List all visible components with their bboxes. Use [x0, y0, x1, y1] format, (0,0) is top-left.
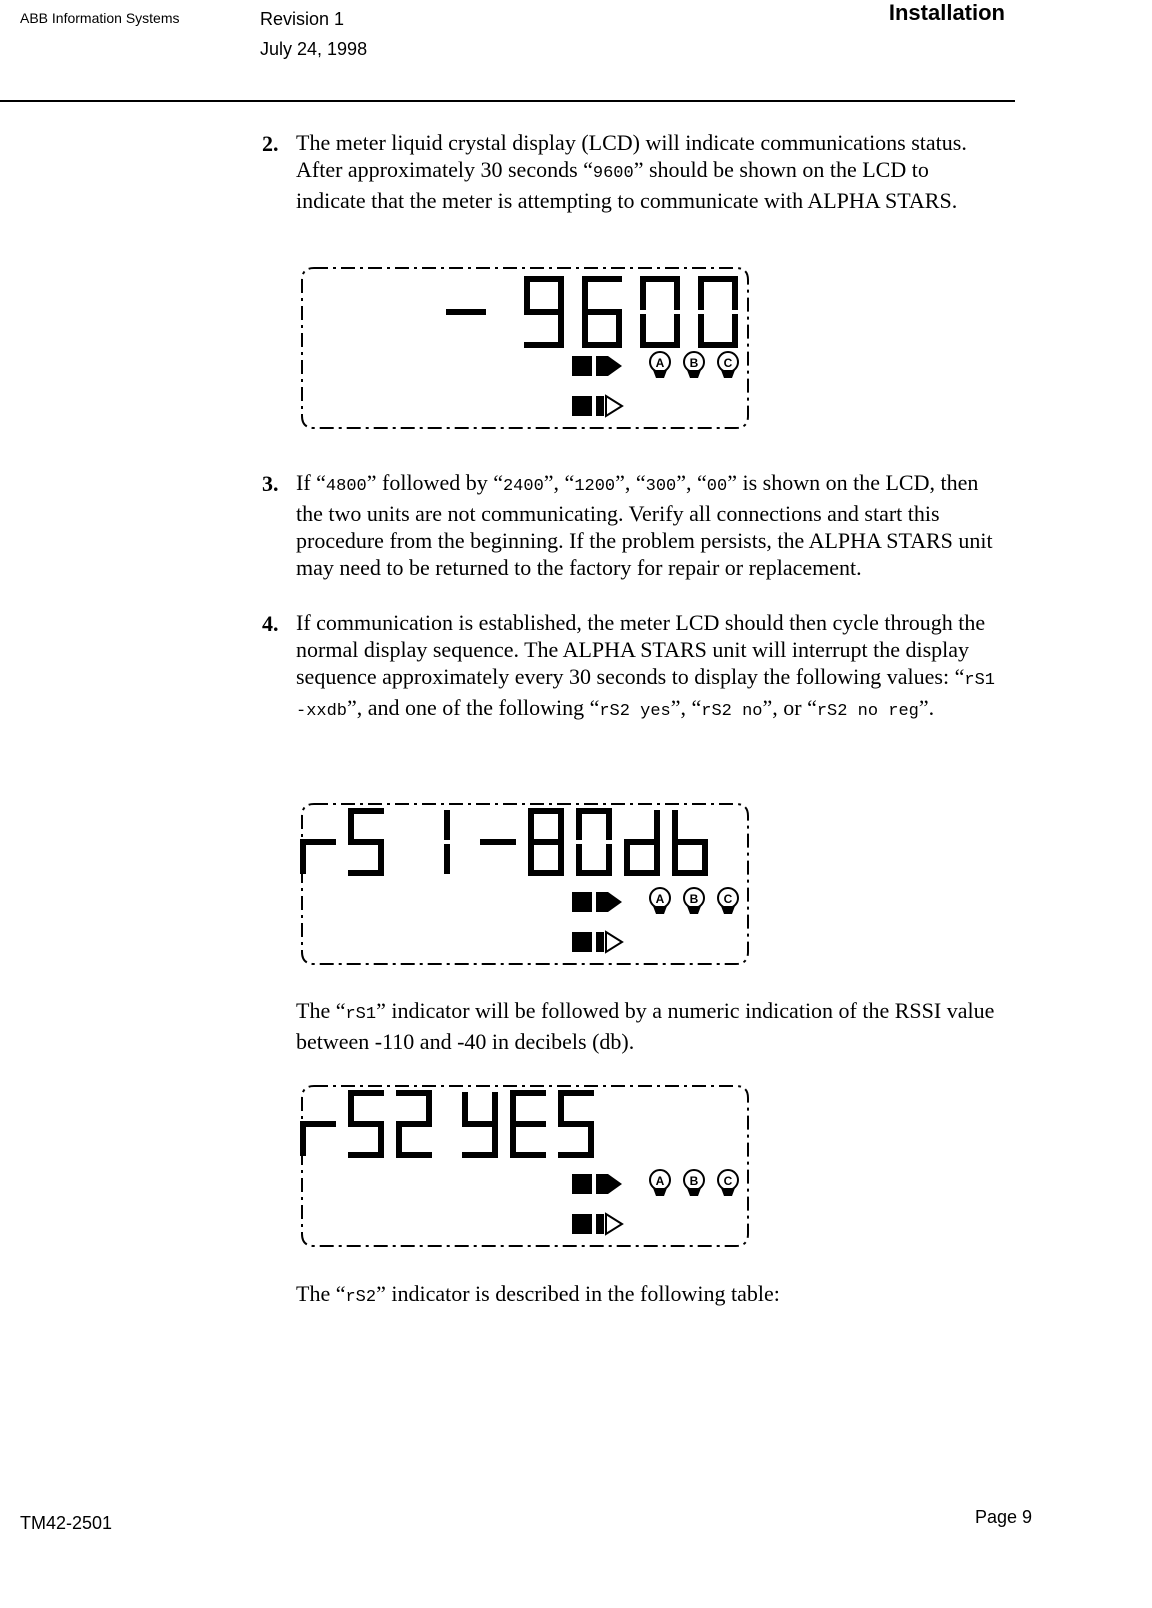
step-3-text: If “4800” followed by “2400”, “1200”, “300”, “00” is shown on the LCD, then the two units are not communicating. Verify all connections and start this procedure from the beginning. If the problem persists, the ALPHA STARS unit may need to be returned to the factory for repair or replacement.: [296, 470, 993, 580]
code-rs1: rS1: [345, 1005, 377, 1024]
indicator-lamp-c: [718, 1170, 738, 1196]
revision-label: Revision 1: [260, 9, 345, 29]
indicator-arrow-outline: [606, 932, 622, 952]
step-3-number: 3.: [262, 471, 279, 496]
lcd-char: [582, 276, 622, 348]
lcd-char: [624, 810, 660, 876]
lcd-char: [524, 276, 564, 348]
header-rule: [0, 100, 1015, 102]
revision-date: July 24, 1998: [260, 39, 368, 59]
indicator-bar-2: [596, 932, 604, 952]
indicator-arrow-outline: [606, 1214, 622, 1234]
code-rs2-yes: rS2 yes: [599, 702, 671, 721]
indicator-lamp-a: [650, 1170, 670, 1196]
lcd-display-9600: [296, 262, 758, 434]
code-rs1-xxdb: rS1 -xxdb: [296, 671, 995, 721]
lcd-9600-svg: [296, 262, 758, 434]
lcd-char: [698, 276, 738, 348]
lamp-label-c: C: [723, 356, 733, 370]
lcd-char: [300, 1121, 336, 1156]
step-4-number: 4.: [262, 611, 279, 636]
lamp-label-a: A: [655, 1174, 665, 1188]
lcd-display-rs1: [296, 798, 758, 970]
lcd-digits: [300, 808, 708, 876]
step-2-number: 2.: [262, 131, 279, 156]
indicator-block-2: [572, 932, 592, 952]
step-2-text-a: The meter liquid crystal display (LCD) will indicate communications status. After approximately 30 seconds “: [296, 130, 967, 182]
lcd-char: [396, 1090, 432, 1158]
document-id: TM42-2501: [20, 1513, 113, 1533]
lcd-char: [510, 1090, 546, 1158]
lamp-label-b: B: [689, 1174, 699, 1188]
lcd-digits: [300, 1090, 594, 1158]
indicator-arrow-solid: [596, 892, 622, 912]
lamp-label-b: B: [689, 892, 699, 906]
lcd-char: [446, 309, 486, 315]
step-4-text: If communication is established, the meter LCD should then cycle through the normal display sequence. The ALPHA STARS unit will interrupt the display sequence approximately every 30 seconds to display the following values: “rS1 -xxdb”, and one of the following “rS2 yes”, “rS2 no”, or “rS2 no reg”.: [296, 610, 995, 721]
rs1-note: The “rS1” indicator will be followed by a numeric indication of the RSSI value between -110 and -40 in decibels (db).: [296, 998, 995, 1054]
code-4800: 4800: [325, 477, 367, 496]
code-rs2: rS2: [345, 1288, 377, 1307]
lcd-char: [576, 808, 612, 876]
indicator-lamp-b: [684, 888, 704, 914]
indicator-arrow-solid: [596, 356, 622, 376]
section-title: Installation: [888, 0, 1005, 25]
rs2-note: The “rS2” indicator is described in the following table:: [296, 1281, 780, 1307]
step-2-code: 9600: [592, 164, 634, 183]
revision-block: [260, 4, 367, 64]
indicator-lamp-c: [718, 352, 738, 378]
code-rs2-no-reg: rS2 no reg: [816, 702, 919, 721]
lcd-border: [302, 804, 748, 964]
lcd-rs1-svg: [296, 798, 758, 970]
lamp-label-c: C: [723, 1174, 733, 1188]
lcd-digits: [446, 276, 738, 348]
code-2400: 2400: [502, 477, 544, 496]
lcd-char: [462, 1092, 498, 1158]
lcd-frame: [302, 1086, 748, 1246]
page-number: Page 9: [974, 1507, 1032, 1527]
lamp-label-a: A: [655, 892, 665, 906]
lcd-indicators: [572, 888, 738, 952]
lcd-char: [348, 1090, 384, 1158]
indicator-block-2: [572, 396, 592, 416]
indicator-lamp-b: [684, 352, 704, 378]
indicator-lamp-b: [684, 1170, 704, 1196]
lcd-char: [558, 1090, 594, 1158]
lamp-label-b: B: [689, 356, 699, 370]
lcd-indicators: [572, 352, 738, 416]
indicator-block-2: [572, 1214, 592, 1234]
indicator-lamp-a: [650, 888, 670, 914]
lcd-rs2-svg: [296, 1080, 758, 1252]
indicator-arrow-outline: [606, 396, 622, 416]
indicator-lamp-a: [650, 352, 670, 378]
code-1200: 1200: [574, 477, 616, 496]
lcd-char: [300, 839, 336, 874]
indicator-lamp-c: [718, 888, 738, 914]
lcd-char: [672, 810, 708, 876]
indicator-block-1: [572, 892, 592, 912]
code-rs2-no: rS2 no: [701, 702, 763, 721]
code-00: 00: [706, 477, 728, 496]
lcd-char: [640, 276, 680, 348]
lcd-border: [302, 1086, 748, 1246]
step-2-text: [296, 129, 996, 214]
indicator-block-1: [572, 1174, 592, 1194]
indicator-arrow-solid: [596, 1174, 622, 1194]
indicator-block-1: [572, 356, 592, 376]
lamp-label-a: A: [655, 356, 665, 370]
step-2-text-b: ” should be shown on the LCD to indicate that the meter is attempting to communicate with ALPHA STARS.: [296, 157, 958, 213]
indicator-bar-2: [596, 396, 604, 416]
indicator-bar-2: [596, 1214, 604, 1234]
lcd-char: [480, 839, 516, 845]
company-name: ABB Information Systems: [20, 10, 180, 26]
lcd-frame: [302, 804, 748, 964]
lcd-char: [528, 808, 564, 876]
lamp-label-c: C: [723, 892, 733, 906]
lcd-display-rs2: [296, 1080, 758, 1252]
lcd-char: [444, 810, 450, 874]
code-300: 300: [645, 477, 677, 496]
lcd-indicators: [572, 1170, 738, 1234]
lcd-char: [348, 808, 384, 876]
